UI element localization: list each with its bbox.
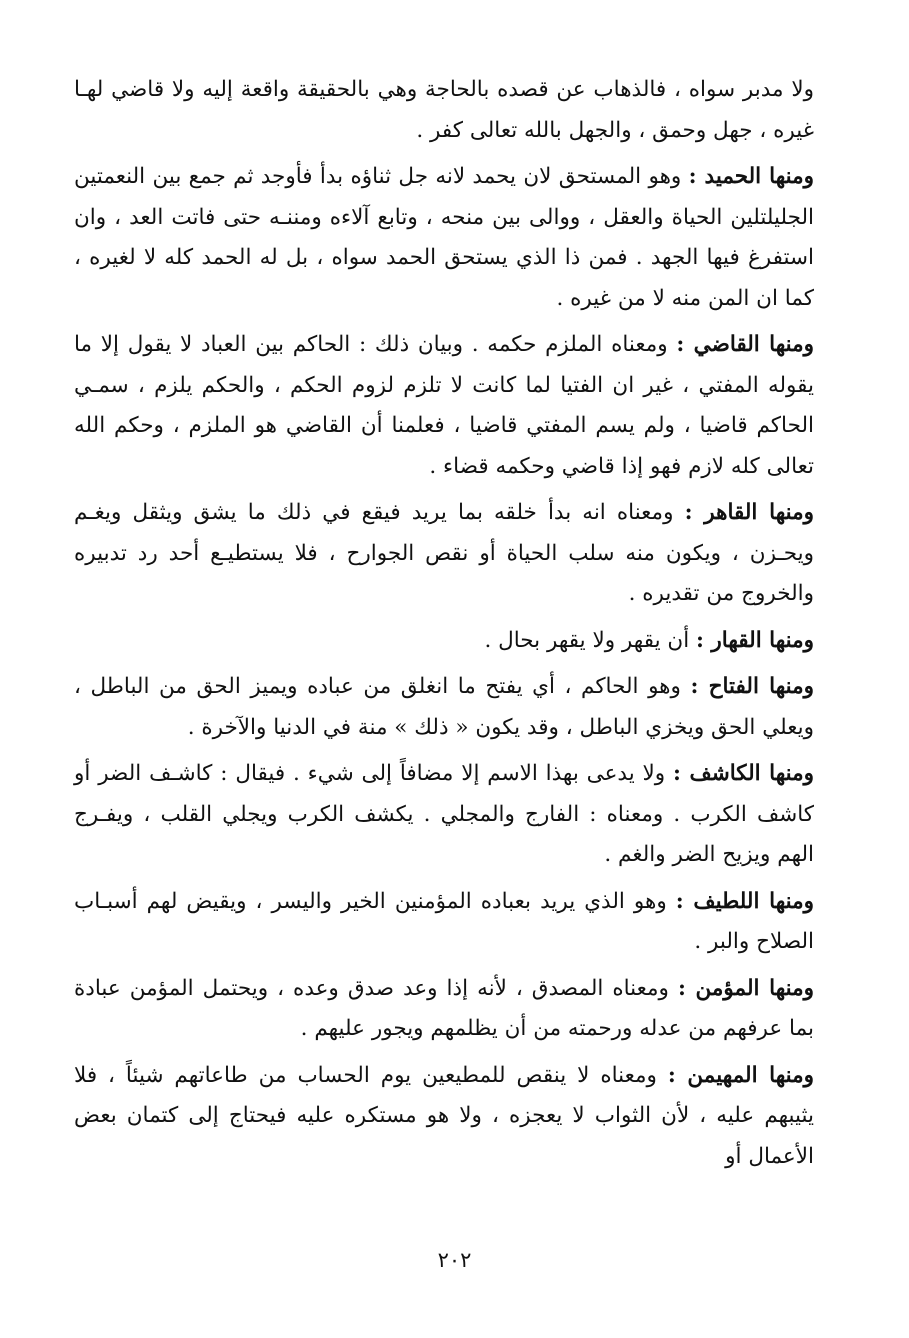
paragraph-text: ومعناه الملزم حكمه . وبيان ذلك : الحاكم بين العباد لا يقول إلا ما يقوله المفتي ، غير ان الفتيا لما كانت لا تلزم لزوم الحكم ، والحكم يلزم ، سمـي الحاكم قاضيا ، ولم يسم المفتي قاضيا ، فعلمنا أن القاضي هو الملزم ، وحكم الله تعالى كله لازم فهو إذا قاضي وحكمه قضاء .	[74, 332, 814, 479]
paragraph-al-qadi	[74, 325, 814, 487]
paragraph-al-kashif	[74, 754, 814, 876]
paragraph-al-hamid	[74, 157, 814, 319]
paragraph-al-muhaymin	[74, 1056, 814, 1178]
paragraph-al-latif	[74, 882, 814, 963]
page-body	[74, 70, 814, 1183]
paragraph-al-mumin	[74, 969, 814, 1050]
paragraph-continuation	[74, 70, 814, 151]
paragraph-al-fattah	[74, 667, 814, 748]
paragraph-term: ومنها الكاشف :	[673, 761, 814, 786]
paragraph-text: وهو الحاكم ، أي يفتح ما انغلق من عباده ويميز الحق من الباطل ، ويعلي الحق ويخزي الباطل ، وقد يكون « ذلك » منة في الدنيا والآخرة .	[74, 674, 814, 740]
paragraph-term: ومنها الفتاح :	[690, 674, 814, 699]
paragraph-al-qahhar	[74, 621, 814, 662]
paragraph-al-qahir	[74, 493, 814, 615]
paragraph-text: ومعناه لا ينقص للمطيعين يوم الحساب من طاعاتهم شيئاً ، فلا يثيبهم عليه ، لأن الثواب لا يعجزه ، ولا هو مستكره عليه فيحتاج إلى كتمان بعض الأعمال أو	[74, 1062, 814, 1169]
paragraph-text: ومعناه المصدق ، لأنه إذا وعد صدق وعده ، ويحتمل المؤمن عبادة بما عرفهم من عدله ورحمته من أن يظلمهم ويجور عليهم .	[74, 975, 814, 1041]
paragraph-text: ومعناه انه بدأ خلقه بما يريد فيقع في ذلك ما يشق ويثقل ويغـم ويحـزن ، ويكون منه سلب الحياة أو نقص الجوارح ، فلا يستطيـع أحد رد تدبيره والخروج من تقديره .	[74, 500, 814, 606]
paragraph-term: ومنها المؤمن :	[677, 975, 814, 1001]
paragraph-text: أن يقهر ولا يقهر بحال .	[484, 627, 696, 653]
page-number: ٢٠٢	[437, 1248, 472, 1272]
paragraph-term: ومنها القاهر :	[684, 500, 815, 525]
paragraph-text: وهو المستحق لان يحمد لانه جل ثناؤه بدأ فأوجد ثم جمع بين النعمتين الجليلتلين الحياة والعقل ، ووالى بين منحه ، وتابع آلاءه ومننـه حتى فاتت العد ، وان استفرغ فيها الجهد . فمن ذا الذي يستحق الحمد سواه ، بل له الحمد كله لا لغيره ، كما ان المن منه لا من غيره .	[74, 164, 814, 311]
paragraph-term: ومنها الحميد :	[688, 164, 814, 189]
paragraph-text: وهو الذي يريد بعباده المؤمنين الخير واليسر ، ويقيض لهم أسبـاب الصلاح والبر .	[74, 888, 814, 954]
paragraph-term: ومنها المهيمن :	[667, 1062, 815, 1088]
paragraph-term: ومنها القهار :	[696, 627, 814, 653]
paragraph-text: ولا مدبر سواه ، فالذهاب عن قصده بالحاجة وهي بالحقيقة واقعة إليه ولا قاضي لهـا غيره ، جهل وحمق ، والجهل بالله تعالى كفر .	[74, 77, 814, 143]
paragraph-term: ومنها اللطيف :	[675, 888, 814, 914]
paragraph-term: ومنها القاضي :	[676, 332, 814, 357]
paragraph-text: ولا يدعى بهذا الاسم إلا مضافاً إلى شيء . فيقال : كاشـف الضر أو كاشف الكرب . ومعناه : الفارج والمجلي . يكشف الكرب ويجلي القلب ، ويفـرج الهم ويزيح الضر والغم .	[74, 761, 814, 867]
